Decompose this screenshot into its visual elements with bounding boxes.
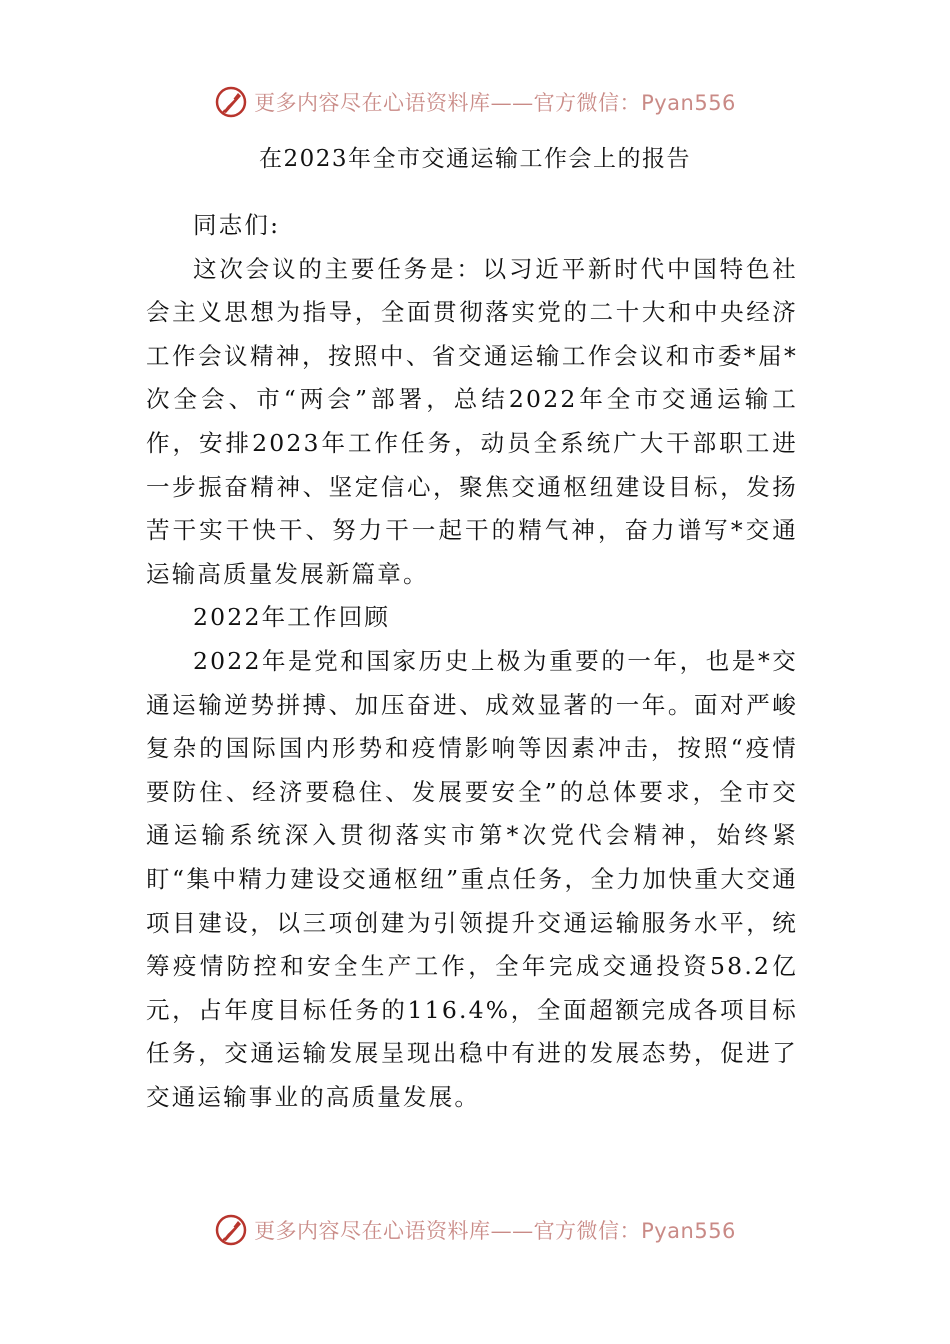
watermark-banner-top <box>0 82 950 122</box>
paragraph-review: 2022年是党和国家历史上极为重要的一年，也是*交通运输逆势拼搏、加压奋进、成效显著的一年。面对严峻复杂的国际国内形势和疫情影响等因素冲击，按照“疫情要防住、经济要稳住、发展要安全”的总体要求，全市交通运输系统深入贯彻落实市第*次党代会精神，始终紧盯“集中精力建设交通枢纽”重点任务，全力加快重大交通项目建设，以三项创建为引领提升交通运输服务水平，统筹疫情防控和安全生产工作，全年完成交通投资58.2亿元，占年度目标任务的116.4%，全面超额完成各项目标任务，交通运输发展呈现出稳中有进的发展态势，促进了交通运输事业的高质量发展。 <box>146 646 798 1111</box>
watermark-text: 更多内容尽在心语资料库——官方微信：Pyan556 <box>254 91 736 115</box>
salutation: 同志们: <box>193 211 281 239</box>
watermark-banner-bottom <box>0 1210 950 1250</box>
quill-logo-icon <box>214 1213 248 1247</box>
quill-logo-icon <box>214 85 248 119</box>
section-heading: 2022年工作回顾 <box>193 603 391 632</box>
document-title: 在2023年全市交通运输工作会上的报告 <box>258 146 692 172</box>
document-body <box>146 204 798 1119</box>
paragraph-intro: 这次会议的主要任务是：以习近平新时代中国特色社会主义思想为指导，全面贯彻落实党的二十大和中央经济工作会议精神，按照中、省交通运输工作会议和市委*届*次全会、市“两会”部署，总结2022年全市交通运输工作，安排2023年工作任务，动员全系统广大干部职工进一步振奋精神、坚定信心，聚焦交通枢纽建设目标，发扬苦干实干快干、努力干一起干的精气神，奋力谱写*交通运输高质量发展新篇章。 <box>146 254 798 588</box>
watermark-text: 更多内容尽在心语资料库——官方微信：Pyan556 <box>254 1219 736 1243</box>
